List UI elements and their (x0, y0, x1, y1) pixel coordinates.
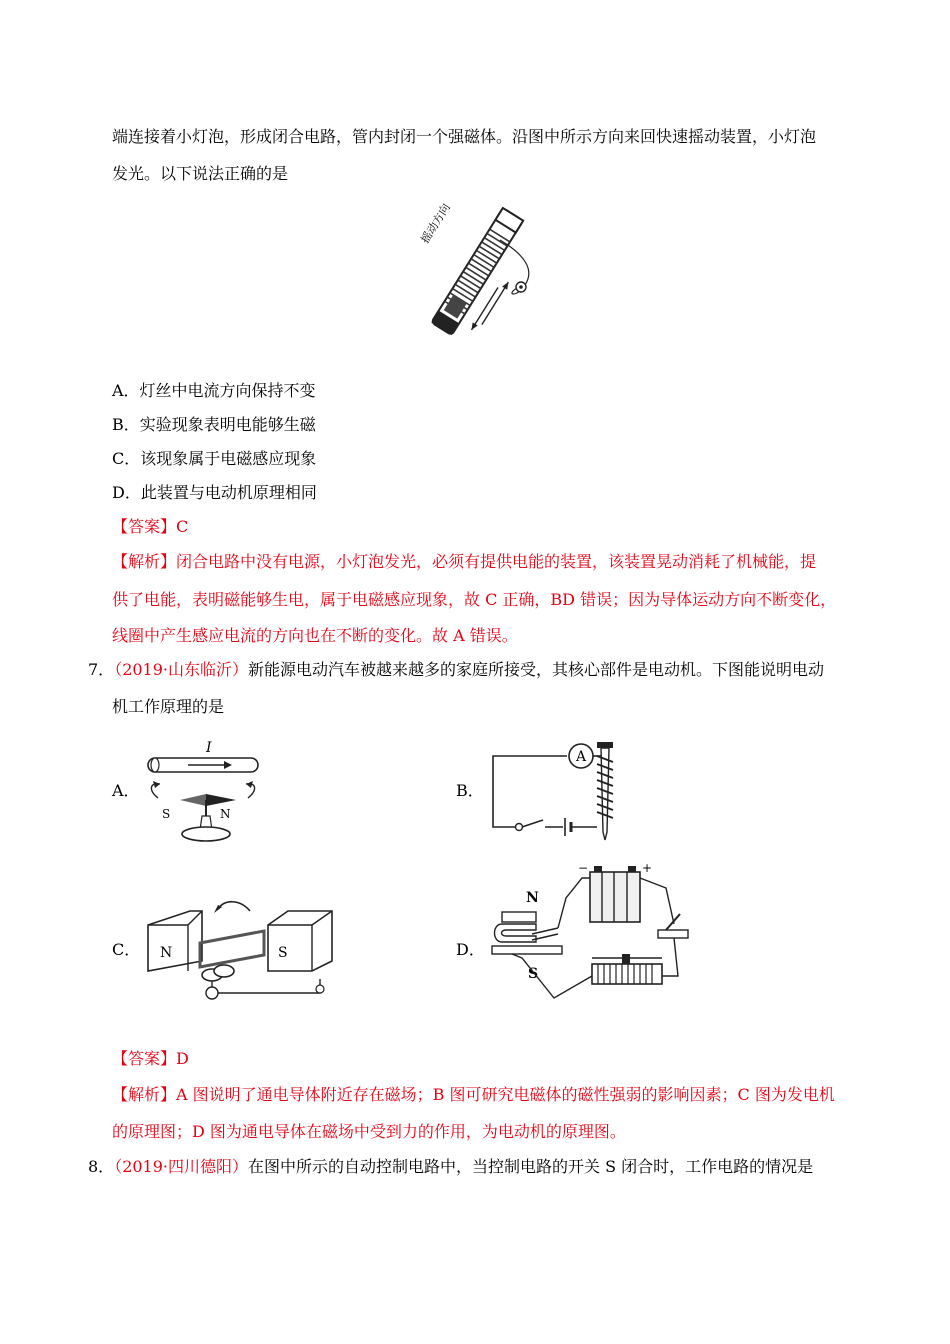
q6-answer-tag: 【答案】 (112, 517, 177, 536)
q7-figure-b (485, 732, 635, 847)
q7-stem-line2: 机工作原理的是 (112, 697, 225, 716)
q7-fig-a-current-label: I (206, 740, 212, 756)
q7-fig-d-s-label: S (528, 966, 539, 982)
q7-fig-c-s-label: S (278, 945, 288, 961)
q6-answer-value: C (176, 517, 189, 536)
q7-answer-value: D (176, 1049, 189, 1068)
q6-analysis-line2: 供了电能，表明磁能够生电，属于电磁感应现象，故 C 正确，BD 错误；因为导体运动方向不断变化， (112, 590, 837, 609)
q7-stem-text1: 新能源电动汽车被越来越多的家庭所接受，其核心部件是电动机。下图能说明电动 (248, 660, 825, 679)
q7-analysis-tag: 【解析】 (112, 1085, 177, 1104)
q7-analysis-text1: A 图说明了通电导体附近存在磁场；B 图可研究电磁体的磁性强弱的影响因素；C 图为发电机 (176, 1085, 835, 1104)
q6-figure-tube (405, 200, 550, 345)
q6-figure-label: 摇动方向 (418, 201, 453, 246)
q7-option-a-label: A． (112, 781, 140, 800)
q7-answer-tag: 【答案】 (112, 1049, 177, 1068)
q7-option-d-label: D． (456, 940, 485, 959)
q7-number: 7． (88, 660, 115, 679)
q7-figure-a (140, 738, 270, 848)
q7-analysis-line1 (112, 1085, 835, 1105)
q6-analysis-line3: 线圈中产生感应电流的方向也在不断的变化。故 A 错误。 (112, 626, 518, 645)
q6-analysis-text1: 闭合电路中没有电源，小灯泡发光，必须有提供电能的装置，该装置晃动消耗了机械能，提 (176, 552, 817, 571)
q8-source: （2019·四川德阳） (114, 1157, 248, 1176)
q6-stem-line2: 发光。以下说法正确的是 (112, 164, 289, 183)
q7-option-b-label: B． (456, 781, 484, 800)
q6-answer (112, 517, 188, 537)
q7-stem-line1 (88, 660, 824, 680)
q7-fig-c-n-label: N (160, 945, 173, 961)
q6-stem-line1: 端连接着小灯泡，形成闭合电路，管内封闭一个强磁体。沿图中所示方向来回快速摇动装置，小灯泡 (112, 127, 817, 146)
q6-option-d: D．此装置与电动机原理相同 (112, 483, 317, 502)
q6-option-a: A．灯丝中电流方向保持不变 (112, 381, 316, 400)
q7-fig-d-minus: − (578, 861, 589, 875)
q7-fig-d-plus: + (642, 861, 653, 875)
q7-fig-a-n-label: N (220, 807, 231, 821)
q6-option-c: C．该现象属于电磁感应现象 (112, 449, 317, 468)
q7-answer (112, 1049, 189, 1069)
q7-source: （2019·山东临沂） (114, 660, 248, 679)
q7-figure-d (482, 858, 702, 1008)
q8-stem-line1 (88, 1157, 813, 1177)
q7-figure-c (140, 895, 340, 1005)
q7-fig-d-n-label: N (526, 890, 539, 906)
q6-analysis-tag: 【解析】 (112, 552, 177, 571)
q7-fig-b-meter-label: A (576, 749, 587, 765)
q6-option-b: B．实验现象表明电能够生磁 (112, 415, 316, 434)
q7-option-c-label: C． (112, 940, 141, 959)
q6-analysis-line1 (112, 552, 816, 572)
q8-number: 8． (88, 1157, 115, 1176)
q7-fig-a-s-label: S (162, 807, 171, 821)
q8-stem-text1: 在图中所示的自动控制电路中，当控制电路的开关 S 闭合时，工作电路的情况是 (248, 1157, 814, 1176)
q7-analysis-line2: 的原理图；D 图为通电导体在磁场中受到力的作用，为电动机的原理图。 (112, 1122, 626, 1141)
